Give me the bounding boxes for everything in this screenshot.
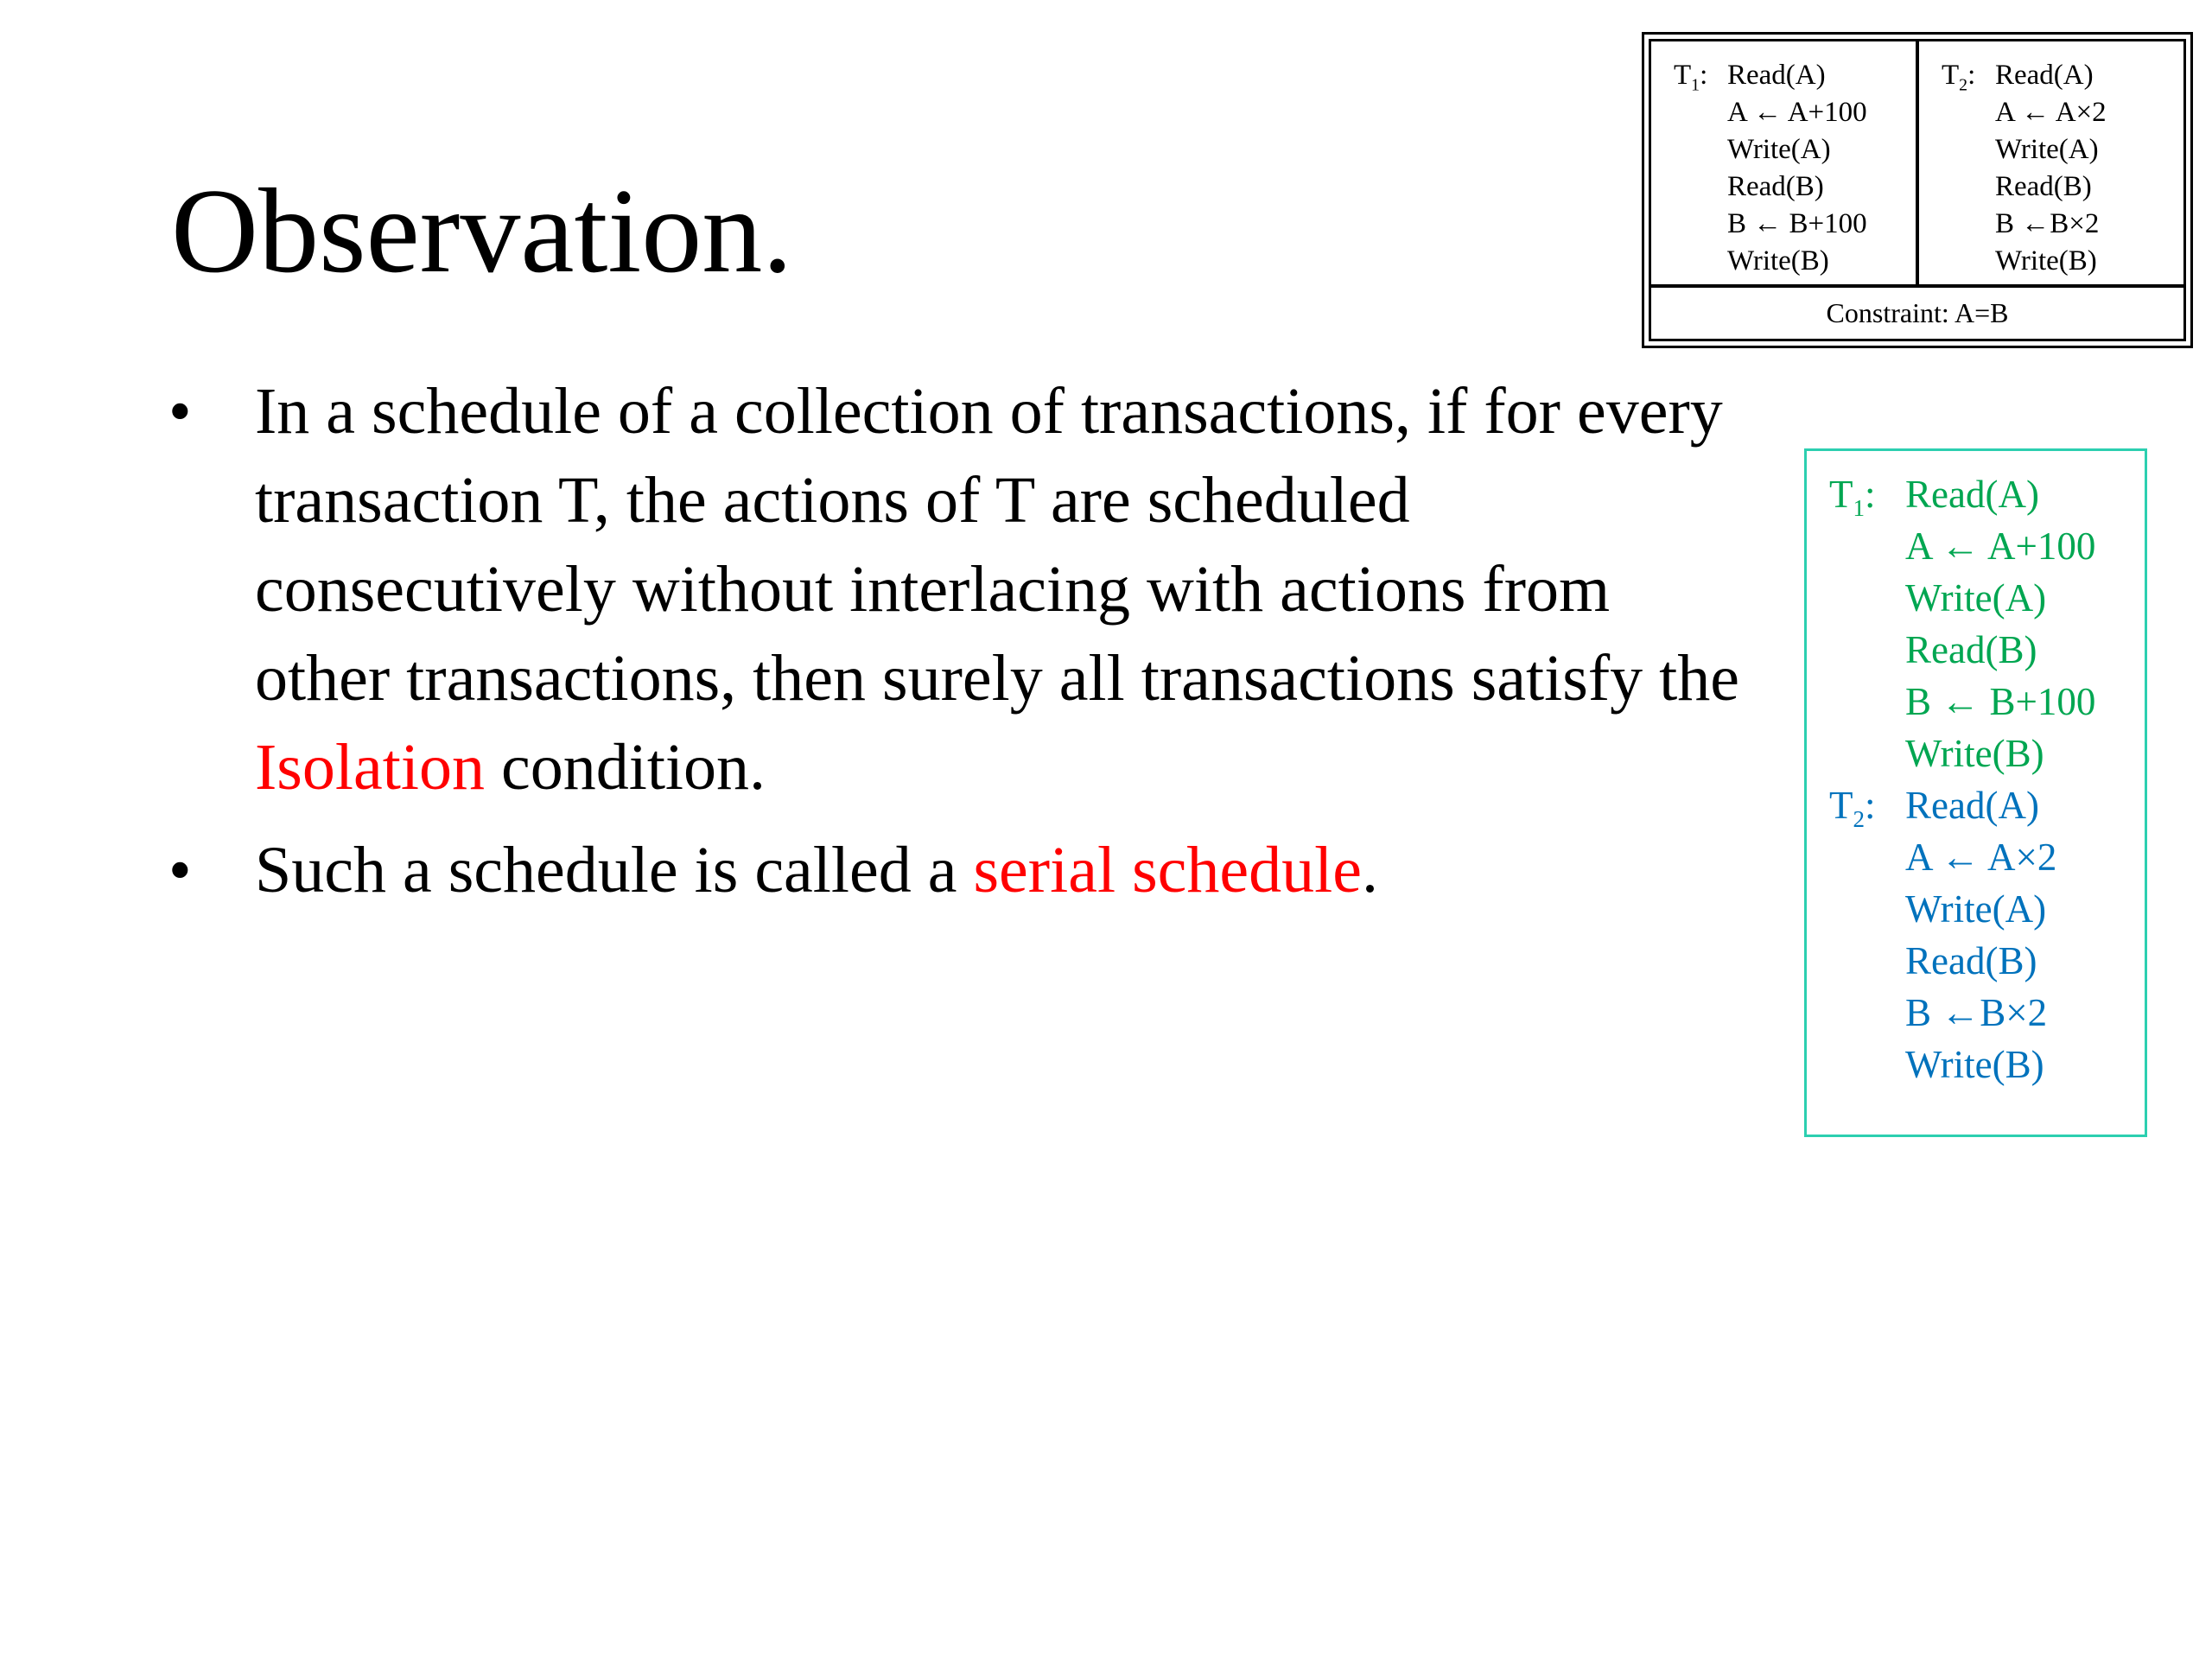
emphasized-term: serial schedule	[973, 834, 1362, 906]
operation: Write(B)	[1905, 1043, 2044, 1086]
operation: A ← A+100	[1727, 97, 1867, 128]
operation-list	[1829, 779, 2145, 1090]
transaction-subscript: 2	[1853, 806, 1865, 832]
serial-transaction-t2	[1829, 779, 2145, 1090]
transaction-label	[1942, 57, 1975, 105]
operation-list	[1829, 468, 2145, 779]
operation: Write(B)	[1905, 732, 2044, 775]
operation: A ← A×2	[1995, 97, 2107, 128]
transaction-label	[1829, 779, 1876, 845]
transaction-name: T	[1942, 60, 1960, 91]
constraint-label: Constraint: A=B	[1826, 297, 2009, 328]
transaction-separator: :	[1700, 60, 1708, 91]
transaction-subscript: 2	[1959, 75, 1968, 95]
transaction-name: T	[1674, 60, 1692, 91]
serial-schedule-box	[1804, 448, 2147, 1137]
operation: Read(B)	[1727, 171, 1824, 202]
transaction-name: T	[1829, 473, 1853, 516]
bullet-text: Such a schedule is called a	[255, 834, 974, 906]
bullet-text: .	[1361, 834, 1378, 906]
transaction-separator: :	[1967, 60, 1976, 91]
bullet-text: condition.	[484, 731, 766, 804]
operation: Read(B)	[1995, 171, 2092, 202]
operation: Write(B)	[1995, 245, 2097, 276]
operation: B ← B+100	[1727, 208, 1867, 239]
bullet-text: In a schedule of a collection of transactions, if for every transaction T, the actions of T are scheduled consecutively without interlacing with actions from other transactions, then surely all transactions satisfy the	[255, 375, 1739, 715]
operation: A ← A×2	[1905, 836, 2057, 879]
transaction-column-t1	[1651, 41, 1916, 284]
operation: Read(B)	[1905, 628, 2037, 671]
operation: B ←B×2	[1905, 991, 2048, 1034]
serial-transaction-t1	[1829, 468, 2145, 779]
operation: B ←B×2	[1995, 208, 2100, 239]
operation: Write(A)	[1727, 134, 1831, 165]
bullet-item	[168, 826, 1750, 915]
transaction-table	[1642, 32, 2193, 348]
transaction-subscript: 1	[1691, 75, 1700, 95]
transaction-column-t2	[1916, 41, 2183, 284]
operation-list	[1674, 57, 1916, 280]
operation: Write(A)	[1905, 887, 2047, 931]
operation: Write(A)	[1995, 134, 2099, 165]
transaction-separator: :	[1865, 784, 1876, 827]
bullet-item	[168, 367, 1750, 812]
transaction-label	[1829, 468, 1876, 534]
operation: Read(A)	[1905, 784, 2039, 827]
slide-title: Observation.	[171, 164, 793, 298]
operation: Read(A)	[1727, 60, 1826, 91]
transaction-t2	[1942, 57, 2183, 280]
transaction-separator: :	[1865, 473, 1876, 516]
transaction-subscript: 1	[1853, 495, 1865, 521]
emphasized-term: Isolation	[255, 731, 485, 804]
bullet-marker: •	[168, 375, 192, 448]
operation-list	[1942, 57, 2183, 280]
operation: A ← A+100	[1905, 524, 2096, 568]
transaction-table-inner	[1649, 39, 2186, 341]
operation: Read(B)	[1905, 939, 2037, 982]
operation: Write(A)	[1905, 576, 2047, 620]
bullet-marker: •	[168, 834, 192, 906]
operation: Read(A)	[1995, 60, 2094, 91]
operation: Write(B)	[1727, 245, 1829, 276]
transaction-t1	[1674, 57, 1916, 280]
operation: B ← B+100	[1905, 680, 2096, 723]
transaction-label	[1674, 57, 1707, 105]
transaction-name: T	[1829, 784, 1853, 827]
operation: Read(A)	[1905, 473, 2039, 516]
bullet-list	[168, 367, 1750, 929]
transaction-columns	[1651, 41, 2183, 288]
